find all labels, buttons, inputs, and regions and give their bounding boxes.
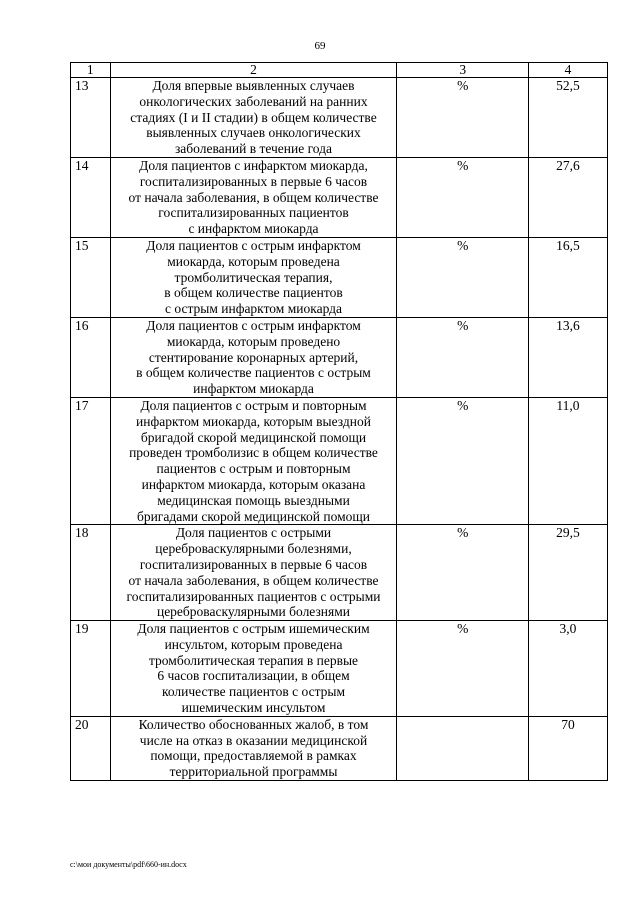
indicator-name-line: тромболитическая терапия в первые bbox=[148, 652, 359, 668]
table-row bbox=[71, 237, 608, 317]
file-path-footer: c:\мои документы\pdf\660-ин.docx bbox=[70, 860, 187, 869]
header-cell-2: 2 bbox=[110, 63, 397, 78]
indicator-name-line: 6 часов госпитализации, в общем bbox=[157, 668, 350, 684]
row-number: 14 bbox=[71, 157, 111, 237]
indicator-name-line: выявленных случаев онкологических bbox=[146, 125, 361, 141]
value-cell: 70 bbox=[528, 716, 607, 780]
unit-cell: % bbox=[397, 317, 528, 397]
indicator-name-line: инфарктом миокарда, которым оказана bbox=[141, 476, 366, 492]
indicator-name-line: госпитализированных в первые 6 часов bbox=[139, 173, 368, 189]
indicator-name-line: инфарктом миокарда bbox=[193, 381, 314, 397]
table-row bbox=[71, 397, 608, 524]
unit-cell: % bbox=[397, 237, 528, 317]
indicator-name-line: цереброваскулярными болезнями bbox=[156, 604, 351, 620]
value-cell: 29,5 bbox=[528, 525, 607, 621]
indicator-name-line: Доля пациентов с острым инфарктом bbox=[146, 237, 361, 253]
table-row bbox=[71, 621, 608, 717]
indicator-name bbox=[110, 78, 397, 158]
indicator-name-line: стентирование коронарных артерий, bbox=[148, 349, 359, 365]
indicator-name-line: числе на отказ в оказании медицинской bbox=[139, 732, 368, 748]
indicator-name-line: в общем количестве пациентов с острым bbox=[136, 365, 371, 381]
indicator-name-line: инфарктом миокарда, которым выездной bbox=[136, 413, 371, 429]
indicator-name-line: пациентов с острым и повторным bbox=[156, 461, 351, 477]
unit-cell: % bbox=[397, 621, 528, 717]
indicator-name-line: Доля впервые выявленных случаев bbox=[152, 78, 355, 93]
table-row bbox=[71, 317, 608, 397]
indicator-name-line: миокарда, которым проведена bbox=[167, 253, 340, 269]
indicator-name-line: Доля пациентов с острым и повторным bbox=[140, 397, 367, 413]
indicator-name-line: цереброваскулярными болезнями, bbox=[155, 541, 352, 557]
table-header-row bbox=[71, 63, 608, 78]
indicator-name-line: в общем количестве пациентов bbox=[164, 285, 343, 301]
unit-cell: % bbox=[397, 157, 528, 237]
value-cell: 13,6 bbox=[528, 317, 607, 397]
indicator-name bbox=[110, 317, 397, 397]
table-row bbox=[71, 78, 608, 158]
row-number: 13 bbox=[71, 78, 111, 158]
unit-cell bbox=[397, 716, 528, 780]
indicator-name-line: Количество обоснованных жалоб, в том bbox=[138, 716, 369, 732]
indicator-name-line: заболеваний в течение года bbox=[174, 141, 333, 157]
page-number: 69 bbox=[314, 40, 326, 52]
indicator-name-line: количестве пациентов с острым bbox=[161, 684, 346, 700]
header-cell-3: 3 bbox=[397, 63, 528, 78]
header-cell-4: 4 bbox=[528, 63, 607, 78]
value-cell: 52,5 bbox=[528, 78, 607, 158]
value-cell: 27,6 bbox=[528, 157, 607, 237]
unit-cell: % bbox=[397, 397, 528, 524]
indicator-name bbox=[110, 525, 397, 621]
indicator-name-line: медицинская помощь выездными bbox=[157, 492, 350, 508]
indicator-name-line: от начала заболевания, в общем количестве bbox=[128, 572, 379, 588]
indicator-name-line: онкологических заболеваний на ранних bbox=[139, 93, 368, 109]
row-number: 15 bbox=[71, 237, 111, 317]
indicator-name-line: стадиях (I и II стадии) в общем количестве bbox=[130, 109, 377, 125]
indicator-name-line: с острым инфарктом миокарда bbox=[165, 301, 342, 317]
unit-cell: % bbox=[397, 78, 528, 158]
indicator-name-line: бригадами скорой медицинской помощи bbox=[136, 508, 371, 524]
header-cell-1: 1 bbox=[71, 63, 111, 78]
row-number: 16 bbox=[71, 317, 111, 397]
indicator-name bbox=[110, 621, 397, 717]
value-cell: 11,0 bbox=[528, 397, 607, 524]
row-number: 17 bbox=[71, 397, 111, 524]
row-number: 20 bbox=[71, 716, 111, 780]
row-number: 18 bbox=[71, 525, 111, 621]
indicator-name bbox=[110, 237, 397, 317]
indicator-name-line: Доля пациентов с инфарктом миокарда, bbox=[139, 157, 368, 173]
indicator-name-line: инсультом, которым проведена bbox=[164, 636, 343, 652]
indicator-name-line: Доля пациентов с острыми bbox=[175, 525, 332, 541]
table-body bbox=[71, 63, 608, 781]
indicator-name-line: Доля пациентов с острым ишемическим bbox=[137, 621, 370, 637]
indicator-name-line: ишемическим инсультом bbox=[181, 700, 326, 716]
indicator-name-line: госпитализированных пациентов с острыми bbox=[126, 588, 381, 604]
indicator-table bbox=[70, 62, 608, 781]
indicator-name-line: с инфарктом миокарда bbox=[188, 221, 319, 237]
indicator-name-line: Доля пациентов с острым инфарктом bbox=[146, 317, 361, 333]
row-number: 19 bbox=[71, 621, 111, 717]
value-cell: 3,0 bbox=[528, 621, 607, 717]
table-row bbox=[71, 525, 608, 621]
table-row bbox=[71, 716, 608, 780]
indicator-name-line: госпитализированных в первые 6 часов bbox=[139, 556, 368, 572]
indicator-name bbox=[110, 397, 397, 524]
indicator-name bbox=[110, 157, 397, 237]
indicator-name-line: помощи, предоставляемой в рамках bbox=[150, 748, 357, 764]
indicator-name bbox=[110, 716, 397, 780]
table-row bbox=[71, 157, 608, 237]
indicator-name-line: бригадой скорой медицинской помощи bbox=[140, 429, 367, 445]
indicator-name-line: тромболитическая терапия, bbox=[174, 269, 333, 285]
indicator-name-line: госпитализированных пациентов bbox=[158, 205, 349, 221]
unit-cell: % bbox=[397, 525, 528, 621]
indicator-name-line: миокарда, которым проведено bbox=[166, 333, 341, 349]
indicator-name-line: проведен тромболизис в общем количестве bbox=[129, 445, 378, 461]
value-cell: 16,5 bbox=[528, 237, 607, 317]
indicator-name-line: территориальной программы bbox=[169, 764, 338, 780]
indicator-name-line: от начала заболевания, в общем количестве bbox=[128, 189, 379, 205]
